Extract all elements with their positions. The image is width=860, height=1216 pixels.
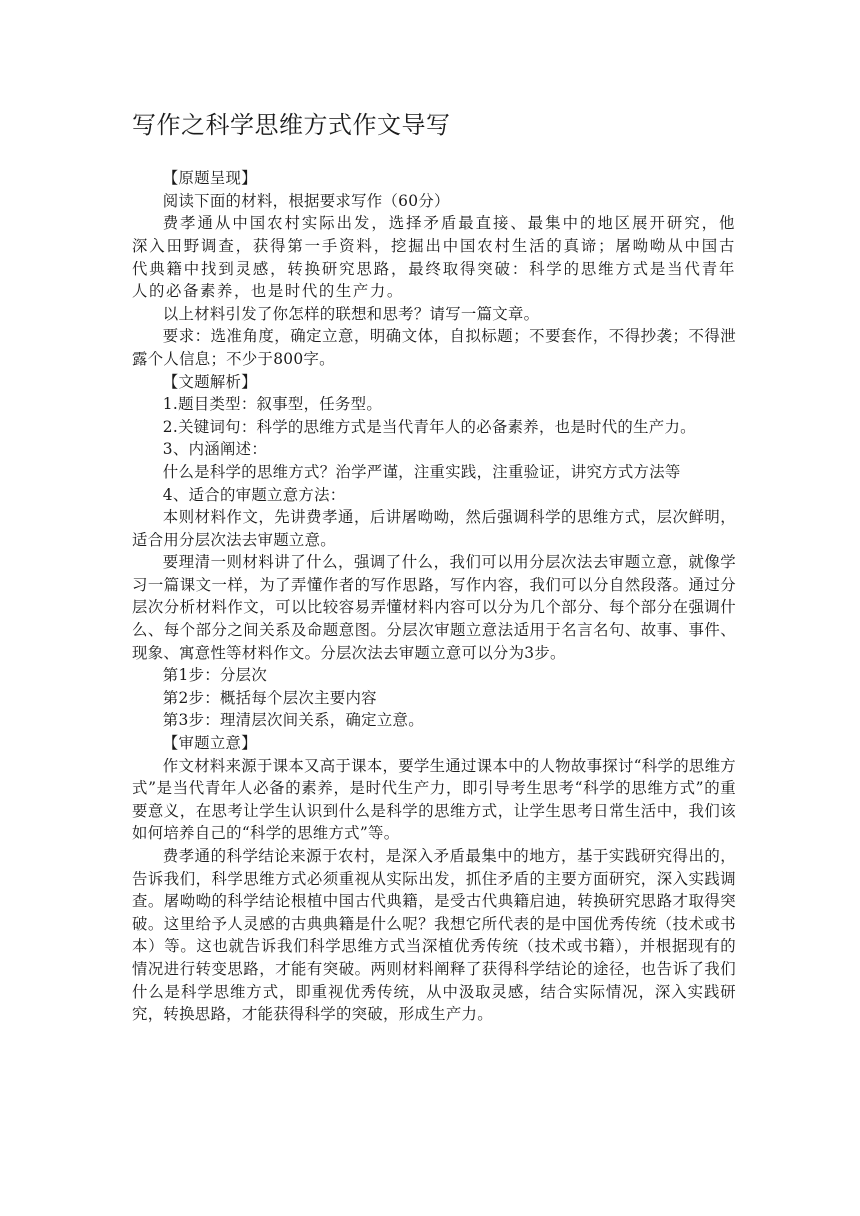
paragraph: 作文材料来源于课本又高于课本，要学生通过课本中的人物故事探讨“科学的思维方式”是当代青年人必备的素养，是时代生产力，即引导考生思考“科学的思维方式”的重要意义，在思考让学生认识到什么是科学的思维方式，让学生思考日常生活中，我们该如何培养自己的“科学的思维方式”等。: [132, 756, 736, 843]
document-body: [132, 167, 736, 1026]
paragraph: 第3步：理清层次间关系，确定立意。: [162, 711, 424, 730]
paragraph: 第1步：分层次: [162, 666, 268, 685]
document-title: 写作之科学思维方式作文导写: [132, 111, 451, 139]
section-heading: 【审题立意】: [162, 734, 257, 753]
section-heading: 【原题呈现】: [162, 169, 257, 188]
paragraph: 要求：选准角度，确定立意，明确文体，自拟标题；不要套作，不得抄袭；不得泄露个人信息；不少于800字。: [132, 327, 736, 368]
paragraph: 阅读下面的材料，根据要求写作（60分）: [162, 191, 450, 210]
paragraph: 1.题目类型：叙事型，任务型。: [162, 395, 383, 414]
paragraph: 要理清一则材料讲了什么，强调了什么，我们可以用分层次法去审题立意，就像学习一篇课文一样，为了弄懂作者的写作思路，写作内容，我们可以分自然段落。通过分层次分析材料作文，可以比较容易弄懂材料内容可以分为几个部分、每个部分在强调什么、每个部分之间关系及命题意图。分层次审题立意法适用于名言名句、故事、事件、现象、寓意性等材料作文。分层次法去审题立意可以分为3步。: [132, 553, 736, 662]
paragraph: 第2步：概括每个层次主要内容: [162, 688, 377, 707]
paragraph: 2.关键词句：科学的思维方式是当代青年人的必备素养，也是时代的生产力。: [162, 417, 696, 436]
paragraph: 3、内涵阐述：: [162, 440, 268, 459]
paragraph: 以上材料引发了你怎样的联想和思考？请写一篇文章。: [162, 304, 540, 323]
paragraph: 4、适合的审题立意方法：: [162, 485, 346, 504]
document-page: [132, 110, 736, 1026]
paragraph: 费孝通的科学结论来源于农村，是深入矛盾最集中的地方，基于实践研究得出的，告诉我们，科学思维方式必须重视从实际出发，抓住矛盾的主要方面研究，深入实践调查。屠呦呦的科学结论根植中国古代典籍，是受古代典籍启迪，转换研究思路才取得突破。这里给予人灵感的古典典籍是什么呢？我想它所代表的是中国优秀传统（技术或书本）等。这也就告诉我们科学思维方式当深植优秀传统（技术或书籍），并根据现有的情况进行转变思路，才能有突破。两则材料阐释了获得科学结论的途径，也告诉了我们什么是科学思维方式，即重视优秀传统，从中汲取灵感，结合实际情况，深入实践研究，转换思路，才能获得科学的突破，形成生产力。: [132, 847, 736, 1024]
section-heading: 【文题解析】: [162, 372, 257, 391]
paragraph: 什么是科学的思维方式？治学严谨，注重实践，注重验证，讲究方式方法等: [162, 462, 681, 481]
paragraph: 费孝通从中国农村实际出发，选择矛盾最直接、最集中的地区展开研究，他深入田野调查，获得第一手资料，挖掘出中国农村生活的真谛；屠呦呦从中国古代典籍中找到灵感，转换研究思路，最终取得突破：科学的思维方式是当代青年人的必备素养，也是时代的生产力。: [132, 214, 736, 301]
paragraph: 本则材料作文，先讲费孝通，后讲屠呦呦，然后强调科学的思维方式，层次鲜明，适合用分层次法去审题立意。: [132, 508, 736, 549]
